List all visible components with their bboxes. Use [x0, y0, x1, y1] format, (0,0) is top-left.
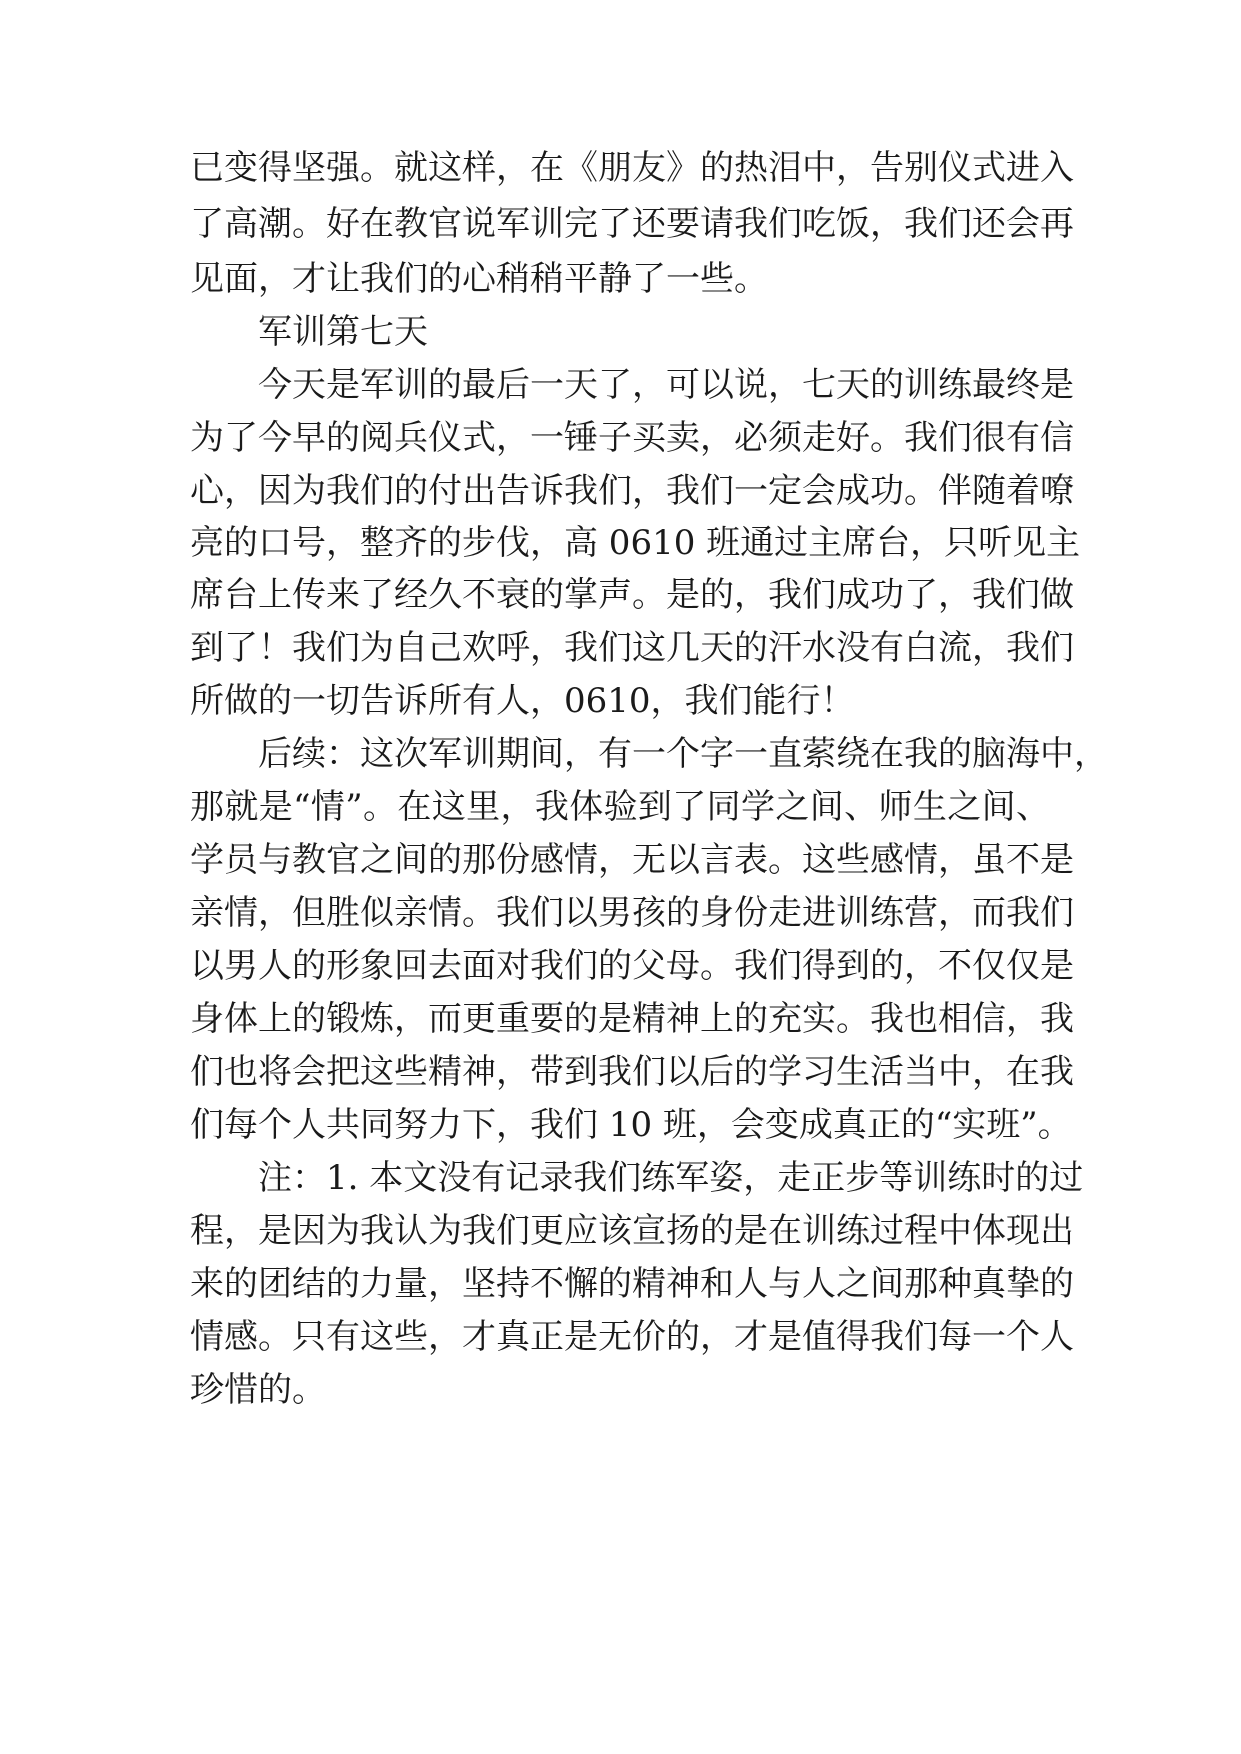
text-line: 心，因为我们的付出告诉我们，我们一定会成功。伴随着嘹 — [190, 471, 1074, 511]
text-line: 为了今早的阅兵仪式，一锤子买卖，必须走好。我们很有信 — [190, 418, 1074, 458]
text-line: 注：1. 本文没有记录我们练军姿，走正步等训练时的过 — [258, 1158, 1084, 1198]
text-line: 席台上传来了经久不衰的掌声。是的，我们成功了，我们做 — [190, 575, 1074, 615]
text-line: 来的团结的力量，坚持不懈的精神和人与人之间那种真挚的 — [190, 1264, 1074, 1304]
text-line: 珍惜的。 — [190, 1370, 326, 1410]
text-line: 所做的一切告诉所有人，0610，我们能行！ — [190, 681, 855, 721]
text-line: 们也将会把这些精神，带到我们以后的学习生活当中，在我 — [190, 1052, 1074, 1092]
text-line: 今天是军训的最后一天了，可以说，七天的训练最终是 — [258, 365, 1074, 405]
text-line: 了高潮。好在教官说军训完了还要请我们吃饭，我们还会再 — [190, 204, 1074, 244]
text-line: 已变得坚强。就这样，在《朋友》的热泪中，告别仪式进入 — [190, 148, 1074, 188]
text-line: 亲情，但胜似亲情。我们以男孩的身份走进训练营，而我们 — [190, 893, 1074, 933]
text-line: 身体上的锻炼，而更重要的是精神上的充实。我也相信，我 — [190, 999, 1074, 1039]
text-line: 们每个人共同努力下，我们 10 班，会变成真正的“实班”。 — [190, 1105, 1072, 1145]
text-line: 见面，才让我们的心稍稍平静了一些。 — [190, 259, 768, 299]
text-line: 后续：这次军训期间，有一个字一直萦绕在我的脑海中， — [258, 734, 1108, 774]
text-line: 到了！我们为自己欢呼，我们这几天的汗水没有白流，我们 — [190, 628, 1074, 668]
text-line: 程，是因为我认为我们更应该宣扬的是在训练过程中体现出 — [190, 1211, 1074, 1251]
text-line: 以男人的形象回去面对我们的父母。我们得到的，不仅仅是 — [190, 946, 1074, 986]
text-line: 情感。只有这些，才真正是无价的，才是值得我们每一个人 — [190, 1317, 1074, 1357]
text-line: 学员与教官之间的那份感情，无以言表。这些感情，虽不是 — [190, 840, 1074, 880]
section-heading: 军训第七天 — [258, 312, 428, 352]
text-line: 亮的口号，整齐的步伐，高 0610 班通过主席台，只听见主 — [190, 523, 1081, 563]
text-line: 那就是“情”。在这里，我体验到了同学之间、师生之间、 — [190, 787, 1050, 827]
